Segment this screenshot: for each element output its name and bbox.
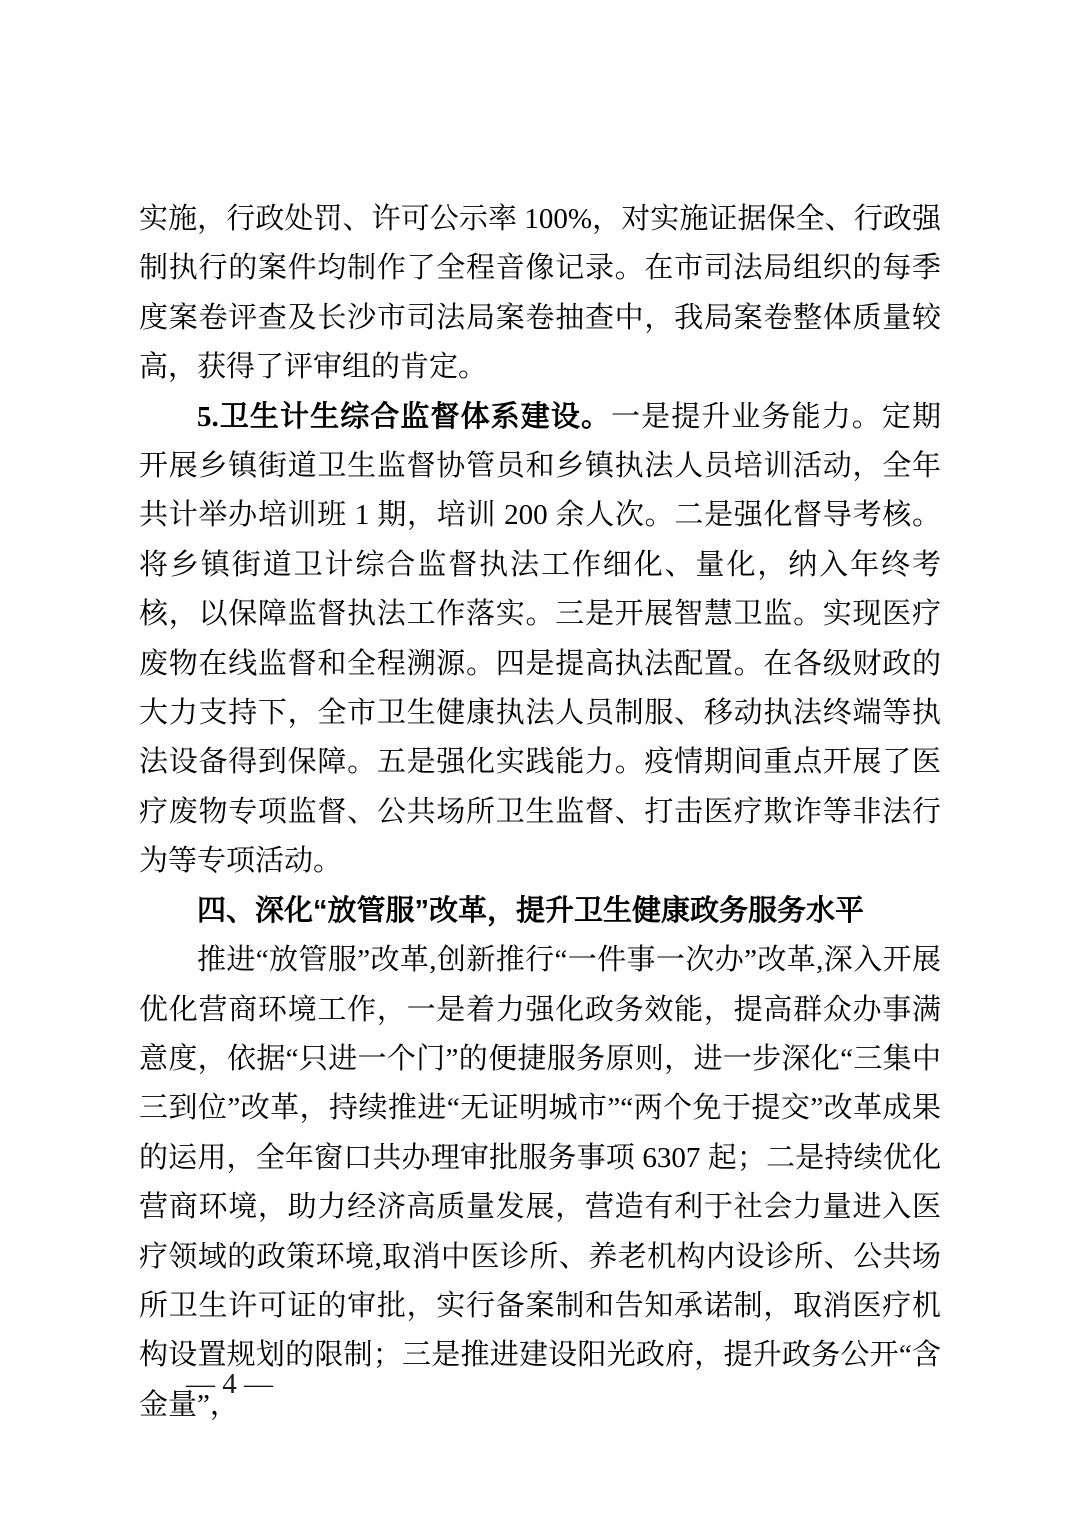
page-body (139, 195, 941, 1430)
paragraph-section-4-body: 推进“放管服”改革,创新推行“一件事一次办”改革,深入开展优化营商环境工作，一是着力强化政务效能，提高群众办事满意度，依据“只进一个门”的便捷服务原则，进一步深化“三集中三到位”改革，持续推进“无证明城市”“两个免于提交”改革成果的运用，全年窗口共办理审批服务事项 6307 起；二是持续优化营商环境，助力经济高质量发展，营造有利于社会力量进入医疗领域的政策环境,取消中医诊所、养老机构内设诊所、公共场所卫生许可证的审批，实行备案制和告知承诺制，取消医疗机构设置规划的限制；三是推进建设阳光政府，提升政务公开“含金量”， (139, 944, 941, 1421)
paragraph-continuation: 实施，行政处罚、许可公示率 100%，对实施证据保全、行政强制执行的案件均制作了全程音像记录。在市司法局组织的每季度案卷评查及长沙市司法局案卷抽查中，我局案卷整体质量较高，获得了评审组的肯定。 (139, 203, 941, 384)
numbered-item-bold-title: 5.卫生计生综合监督体系建设。 (197, 400, 612, 433)
section-heading-4: 四、深化“放管服”改革，提升卫生健康政务服务水平 (197, 894, 865, 927)
paragraph-item-5 (139, 393, 941, 887)
page-number: — 4 — (186, 1368, 273, 1400)
paragraph-text: 一是提升业务能力。定期开展乡镇街道卫生监督协管员和乡镇执法人员培训活动，全年共计举办培训班 1 期，培训 200 余人次。二是强化督导考核。将乡镇街道卫计综合监督执法工作细化、量化，纳入年终考核，以保障监督执法工作落实。三是开展智慧卫监。实现医疗废物在线监督和全程溯源。四是提高执法配置。在各级财政的大力支持下，全市卫生健康执法人员制服、移动执法终端等执法设备得到保障。五是强化实践能力。疫情期间重点开展了医疗废物专项监督、公共场所卫生监督、打击医疗欺诈等非法行为等专项活动。 (139, 400, 941, 878)
